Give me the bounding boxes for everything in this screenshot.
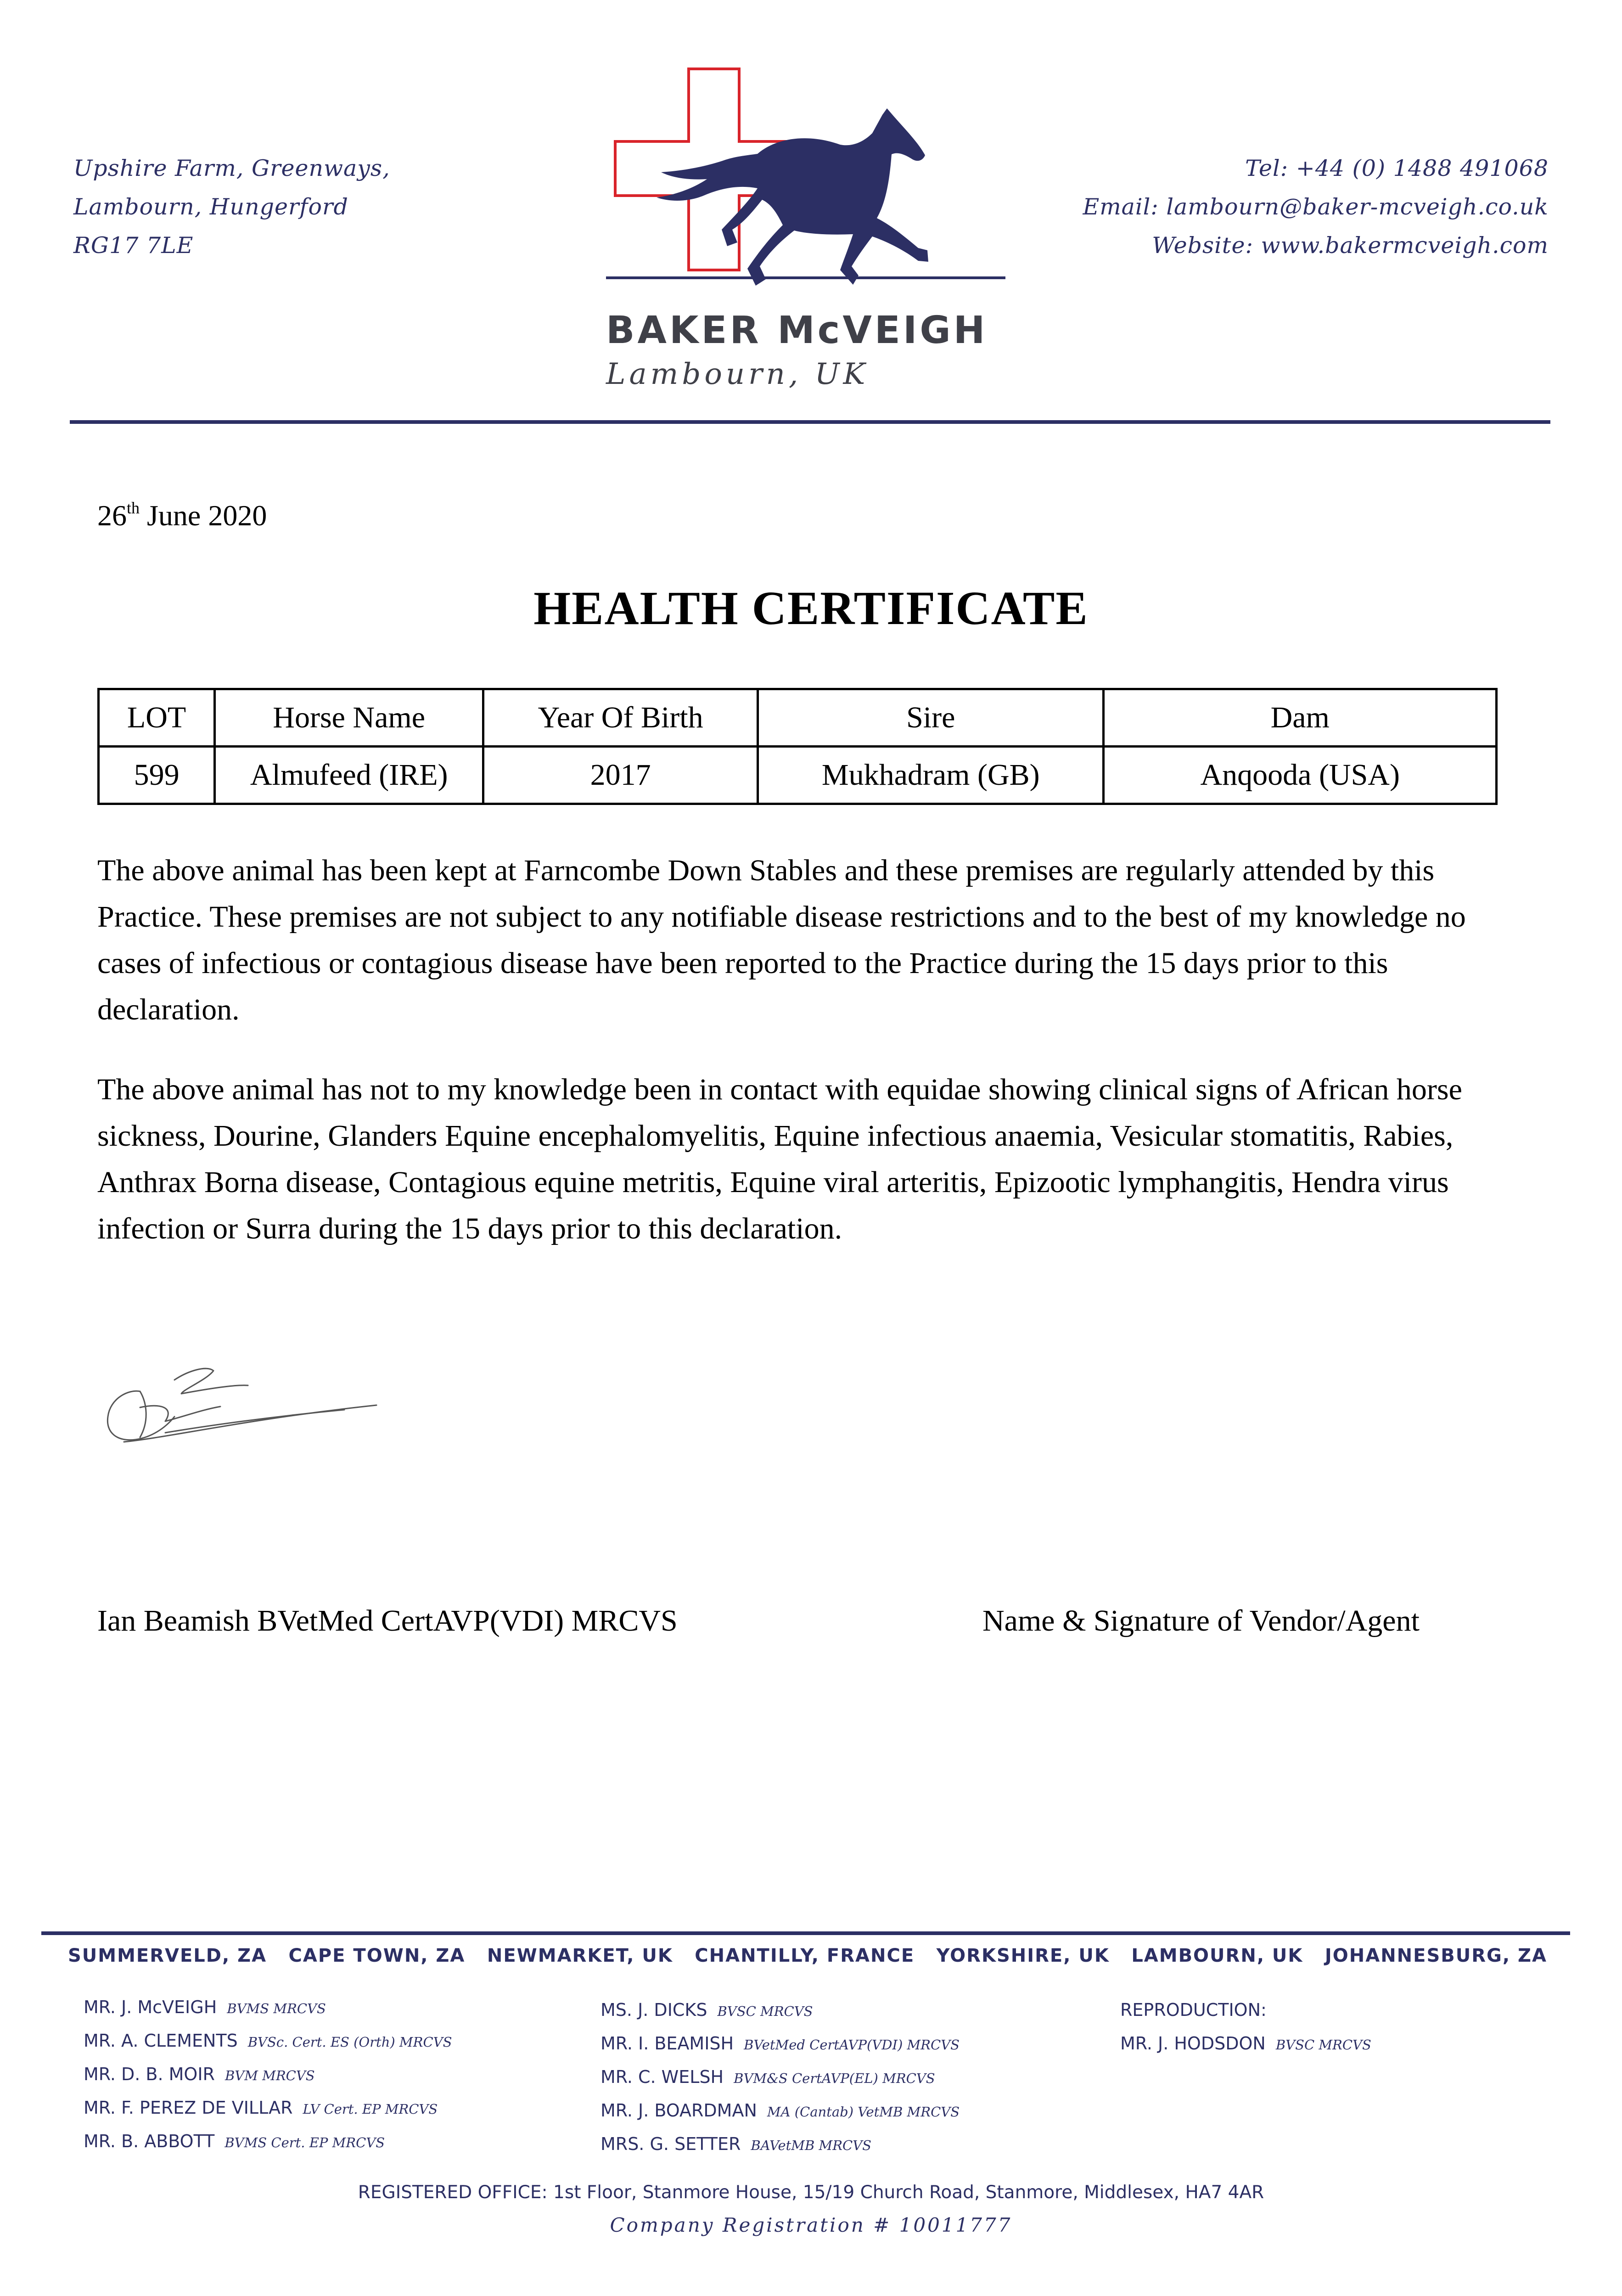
staff-member	[601, 2134, 960, 2167]
staff-name: MR. J. HODSDON	[1120, 2033, 1266, 2054]
staff-qualification: BVSc. Cert. ES (Orth) MRCVS	[247, 2034, 452, 2050]
location-item: YORKSHIRE, UK	[936, 1945, 1110, 1966]
staff-name: MR. I. BEAMISH	[601, 2033, 734, 2054]
table-header-cell: Sire	[758, 689, 1104, 747]
location-item: CHANTILLY, FRANCE	[695, 1945, 915, 1966]
telephone: Tel: +44 (0) 1488 491068	[1245, 155, 1549, 181]
brand-location: Lambourn, UK	[606, 357, 869, 391]
reproduction-staff	[1120, 2000, 1371, 2067]
date-day: 26	[97, 499, 127, 532]
staff-name: MR. J. BOARDMAN	[601, 2100, 757, 2121]
staff-qualification: BVSC MRCVS	[1275, 2037, 1371, 2053]
table-header-cell: Dam	[1104, 689, 1497, 747]
staff-qualification: MA (Cantab) VetMB MRCVS	[767, 2104, 960, 2120]
staff-name: MR. C. WELSH	[601, 2067, 724, 2087]
certificate-date	[97, 498, 267, 533]
header-rule	[70, 420, 1550, 424]
location-item: LAMBOURN, UK	[1131, 1945, 1303, 1966]
staff-member	[601, 2033, 960, 2067]
dam: Anqooda (USA)	[1104, 747, 1497, 804]
staff-member	[601, 2100, 960, 2134]
staff-name: MR. B. ABBOTT	[84, 2131, 215, 2151]
horse-details-table	[97, 688, 1498, 805]
staff-member	[84, 2131, 452, 2165]
staff-name: MS. J. DICKS	[601, 2000, 707, 2020]
horse-name: Almufeed (IRE)	[215, 747, 483, 804]
address-line: RG17 7LE	[73, 232, 194, 259]
address-line: Lambourn, Hungerford	[73, 194, 348, 220]
address-line: Upshire Farm, Greenways,	[73, 155, 390, 181]
staff-member	[84, 2098, 452, 2131]
certificate-title: HEALTH CERTIFICATE	[533, 582, 1089, 635]
staff-name: MRS. G. SETTER	[601, 2134, 741, 2154]
staff-qualification: BVMS Cert. EP MRCVS	[224, 2135, 385, 2150]
premises-declaration: The above animal has been kept at Farncombe Down Stables and these premises are regularly attended by this Practice. These premises are not subject to any notifiable disease restrictions and to the best of my knowledge no cases of infectious or contagious disease have been reported to the Practice during the 15 days prior to this declaration.	[97, 854, 1466, 1026]
staff-list	[84, 1997, 452, 2165]
staff-name: MR. J. McVEIGH	[84, 1997, 217, 2017]
staff-qualification: BVSC MRCVS	[717, 2003, 813, 2019]
footer-rule	[41, 1931, 1570, 1935]
location-item: CAPE TOWN, ZA	[288, 1945, 466, 1966]
table-header-cell: LOT	[99, 689, 215, 747]
website: Website: www.bakermcveigh.com	[1152, 232, 1549, 259]
horse-icon	[657, 108, 928, 286]
staff-member	[601, 2000, 960, 2033]
vendor-signature-label: Name & Signature of Vendor/Agent	[982, 1604, 1420, 1638]
table-header-cell: Horse Name	[215, 689, 483, 747]
practice-contact	[1083, 149, 1549, 265]
lot-number: 599	[99, 747, 215, 804]
table-header-cell: Year Of Birth	[483, 689, 758, 747]
staff-qualification: BVMS MRCVS	[227, 2001, 326, 2016]
registered-office: REGISTERED OFFICE: 1st Floor, Stanmore House, 15/19 Church Road, Stanmore, Middlesex, HA7 4AR	[358, 2182, 1264, 2203]
table-row	[99, 747, 1497, 804]
handwritten-signature	[96, 1352, 381, 1472]
reproduction-label: REPRODUCTION:	[1120, 2000, 1267, 2020]
staff-name: MR. A. CLEMENTS	[84, 2031, 238, 2051]
staff-member	[84, 2031, 452, 2064]
staff-member	[84, 2064, 452, 2098]
staff-qualification: BVM MRCVS	[224, 2068, 315, 2083]
staff-qualification: LV Cert. EP MRCVS	[303, 2101, 438, 2117]
location-item: NEWMARKET, UK	[487, 1945, 673, 1966]
office-locations	[68, 1945, 1547, 1966]
staff-qualification: BVM&S CertAVP(EL) MRCVS	[734, 2071, 935, 2086]
staff-member	[1120, 2033, 1371, 2067]
date-month-year: June 2020	[140, 499, 267, 532]
brand-name: BAKER McVEIGH	[606, 309, 988, 352]
staff-name: MR. D. B. MOIR	[84, 2064, 215, 2084]
email: Email: lambourn@baker-mcveigh.co.uk	[1083, 194, 1549, 220]
table-header-row	[99, 689, 1497, 747]
staff-list	[601, 2000, 960, 2167]
disease-contact-declaration: The above animal has not to my knowledge been in contact with equidae showing clinical signs of African horse sickness, Dourine, Glanders Equine encephalomyelitis, Equine infectious anaemia, Vesicular stomatitis, Rabies, Anthrax Borna disease, Contagious equine metritis, Equine viral arteritis, Epizootic lymphangitis, Hendra virus infection or Surra during the 15 days prior to this declaration.	[97, 1073, 1462, 1245]
company-registration: Company Registration # 10011777	[610, 2214, 1012, 2236]
vet-signatory: Ian Beamish BVetMed CertAVP(VDI) MRCVS	[97, 1604, 678, 1638]
staff-name: MR. F. PEREZ DE VILLAR	[84, 2098, 293, 2118]
sire: Mukhadram (GB)	[758, 747, 1104, 804]
practice-address	[73, 149, 390, 265]
location-item: JOHANNESBURG, ZA	[1325, 1945, 1547, 1966]
staff-qualification: BAVetMB MRCVS	[751, 2138, 872, 2153]
location-item: SUMMERVELD, ZA	[68, 1945, 267, 1966]
staff-qualification: BVetMed CertAVP(VDI) MRCVS	[744, 2037, 960, 2053]
year-of-birth: 2017	[483, 747, 758, 804]
staff-member	[601, 2067, 960, 2100]
logo-divider	[606, 276, 1005, 279]
date-suffix: th	[127, 499, 140, 517]
staff-member	[84, 1997, 452, 2031]
